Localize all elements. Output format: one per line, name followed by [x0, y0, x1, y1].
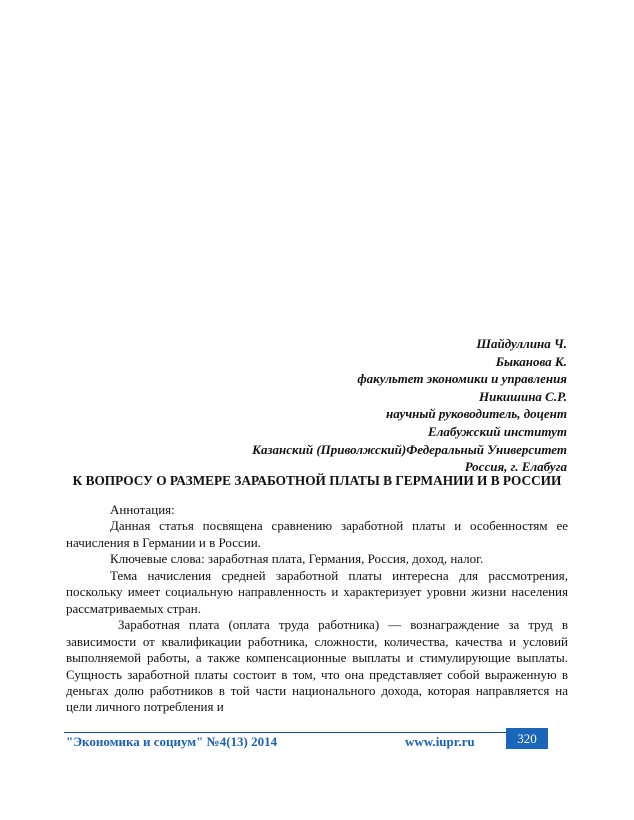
- location: Россия, г. Елабуга: [464, 459, 567, 475]
- page-number-box: [506, 728, 548, 749]
- page-number: 320: [517, 730, 537, 746]
- body-paragraph-2: Заработная плата (оплата труда работника) — вознаграждение за труд в зависимости от квалификации работника, сложности, количества, качества и условий выполняемой работы, а также компенсационные выплаты и стимулирующие выплаты. Сущность заработной платы состоит в том, что она представляет собой выраженную в деньгах долю работников в той части национального дохода, которая направляется на цели личного потребления и: [66, 617, 568, 715]
- body-paragraph-1: Тема начисления средней заработной платы интересна для рассмотрения, поскольку имеет социальную направленность и характеризует уровни жизни населения рассматриваемых стран.: [66, 567, 568, 616]
- annotation-label: Аннотация:: [110, 502, 175, 517]
- footer-divider: [64, 732, 506, 733]
- annotation-paragraph: Данная статья посвящена сравнению заработной платы и особенностям ее начисления в Германии и в России.: [66, 518, 568, 550]
- author-faculty: факультет экономики и управления: [357, 371, 567, 387]
- journal-citation: "Экономика и социум" №4(13) 2014: [66, 734, 278, 749]
- supervisor-role: научный руководитель, доцент: [386, 406, 567, 422]
- author-block: [60, 335, 567, 476]
- article-body: [66, 502, 568, 716]
- article-title: К ВОПРОСУ О РАЗМЕРЕ ЗАРАБОТНОЙ ПЛАТЫ В ГЕРМАНИИ И В РОССИИ: [72, 473, 562, 488]
- supervisor-name: Никишина С.Р.: [479, 388, 567, 404]
- author-name-2: Быканова К.: [495, 353, 567, 369]
- author-name-1: Шайдуллина Ч.: [476, 336, 567, 351]
- university-name: Казанский (Приволжский)Федеральный Университет: [252, 441, 567, 457]
- keywords-paragraph: Ключевые слова: заработная плата, Германия, Россия, доход, налог.: [110, 551, 484, 567]
- journal-website-link[interactable]: www.iupr.ru: [405, 734, 475, 749]
- institute-name: Елабужский институт: [428, 423, 567, 439]
